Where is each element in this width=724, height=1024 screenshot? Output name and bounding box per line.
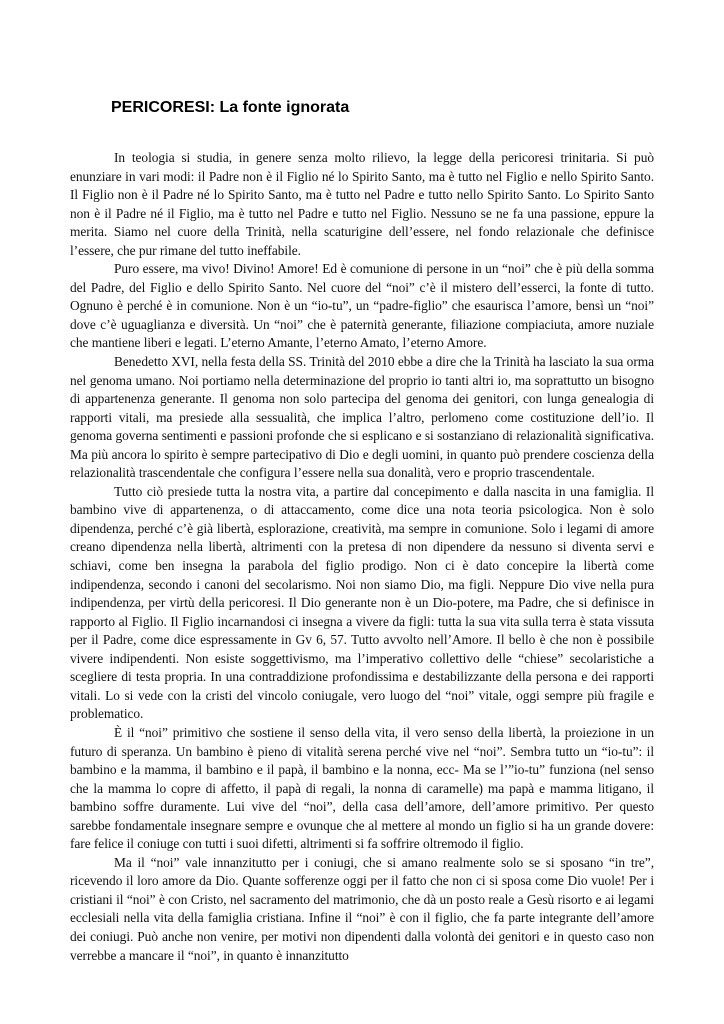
paragraph-5: È il “noi” primitivo che sostiene il senso della vita, il vero senso della libertà, la proiezione in un futuro di speranza. Un bambino è pieno di vitalità serena perché vive nel “noi”. Sembra tutto un “io-tu”: il bambino e la mamma, il bambino e il papà, il bambino e la nonna, ecc- Ma se l’”io-tu” funziona (nel senso che la mamma lo copre di affetto, il papà di regali, la nonna di caramelle) ma papà e mamma litigano, il bambino soffre duramente. Lui vive del “noi”, della casa dell’amore, dell’amore primitivo. Per questo sarebbe fondamentale insegnare sempre e ovunque che al mettere al mondo un figlio si ha un grande dovere: fare felice il coniuge con tutti i suoi difetti, altrimenti si fa soffrire oltremodo il figlio. (70, 724, 654, 852)
document-title: PERICORESI: La fonte ignorata (111, 99, 350, 116)
paragraph-1: In teologia si studia, in genere senza molto rilievo, la legge della pericoresi trinitaria. Si può enunziare in vari modi: il Padre non è il Figlio né lo Spirito Santo, ma è tutto nel Figlio e nello Spirito Santo. Il Figlio non è il Padre né lo Spirito Santo, ma è tutto nel Padre e tutto nello Spirito Santo. Lo Spirito Santo non è il Padre né il Figlio, ma è tutto nel Padre e tutto nel Figlio. Nessuno se ne fa una passione, eppure la merita. Siamo nel cuore della Trinità, nella scaturigine dell’essere, nel fondo relazionale che definisce l’essere, che pur rimane del tutto ineffabile. (70, 150, 654, 258)
paragraph-4: Tutto ciò presiede tutta la nostra vita, a partire dal concepimento e dalla nascita in una famiglia. Il bambino vive di appartenenza, o di attaccamento, come dice una nota teoria psicologica. Non è solo dipendenza, perché c’è già libertà, esplorazione, creatività, ma sempre in comunione. Solo i legami di amore creano dipendenza nella libertà, altrimenti con la pretesa di non dipendere da nessuno si diventa servi e schiavi, come ben insegna la parabola del figlio prodigo. Non ci è dato concepire la libertà come indipendenza, secondo i canoni del secolarismo. Noi non siamo Dio, ma figli. Neppure Dio vive nella pura indipendenza, per virtù della pericoresi. Il Dio generante non è un Dio-potere, ma Padre, che si definisce in rapporto al Figlio. Il Figlio incarnandosi ci insegna a vivere da figli: tutta la sua vita sulla terra è stata vissuta per il Padre, come dice espressamente in Gv 6, 57. Tutto avvolto nell’Amore. Il bello è che non è possibile vivere indipendenti. Non esiste soggettivismo, ma l’imperativo collettivo delle “chiese” secolaristiche a scegliere di testa propria. In una contraddizione profondissima e destabilizzante della persona e dei rapporti vitali. Lo si vede con la cristi del vincolo coniugale, vero luogo del “noi” vitale, oggi sempre più fragile e problematico. (70, 483, 654, 722)
paragraph-6: Ma il “noi” vale innanzitutto per i coniugi, che si amano realmente solo se si sposano “in tre”, ricevendo il loro amore da Dio. Quante sofferenze oggi per il fatto che non ci si sposa come Dio vuole! Per i cristiani il “noi” è con Cristo, nel sacramento del matrimonio, che dà un posto reale a Gesù risorto e ai legami ecclesiali nella vita della famiglia cristiana. Infine il “noi” è con il figlio, che fa parte integrante dell’amore dei coniugi. Può anche non venire, per motivi non dipendenti dalla volontà dei genitori e in questo caso non verrebbe a mancare il “noi”, in quanto è innanzitutto (70, 854, 654, 963)
paragraph-2: Puro essere, ma vivo! Divino! Amore! Ed è comunione di persone in un “noi” che è più della somma del Padre, del Figlio e dello Spirito Santo. Nel cuore del “noi” c’è il mistero dell’esserci, la fonte di tutto. Ognuno è perché è in comunione. Non è un “io-tu”, un “padre-figlio” che esaurisca l’amore, bensì un “noi” dove c’è uguaglianza e diversità. Un “noi” che è paternità generante, filiazione compiaciuta, amore nuziale che mantiene liberi e legati. L’eterno Amante, l’eterno Amato, l’eterno Amore. (70, 261, 654, 351)
paragraph-3: Benedetto XVI, nella festa della SS. Trinità del 2010 ebbe a dire che la Trinità ha lasciato la sua orma nel genoma umano. Noi portiamo nella determinazione del proprio io tanti altri io, ma soprattutto un bisogno di appartenenza generante. Il genoma non solo partecipa del genoma dei genitori, con lunga genealogia di rapporti vitali, ma presiede alla sessualità, che implica l’altro, perlomeno come costituzione dell’io. Il genoma governa sentimenti e passioni profonde che si esplicano e si sostanziano di relazionalità significativa. Ma più ancora lo spirito è sempre partecipativo di Dio e degli uomini, in quanto può prendere coscienza della relazionalità trascendentale che configura l’essere nella sua donalità, vero e proprio trascendentale. (70, 354, 654, 481)
